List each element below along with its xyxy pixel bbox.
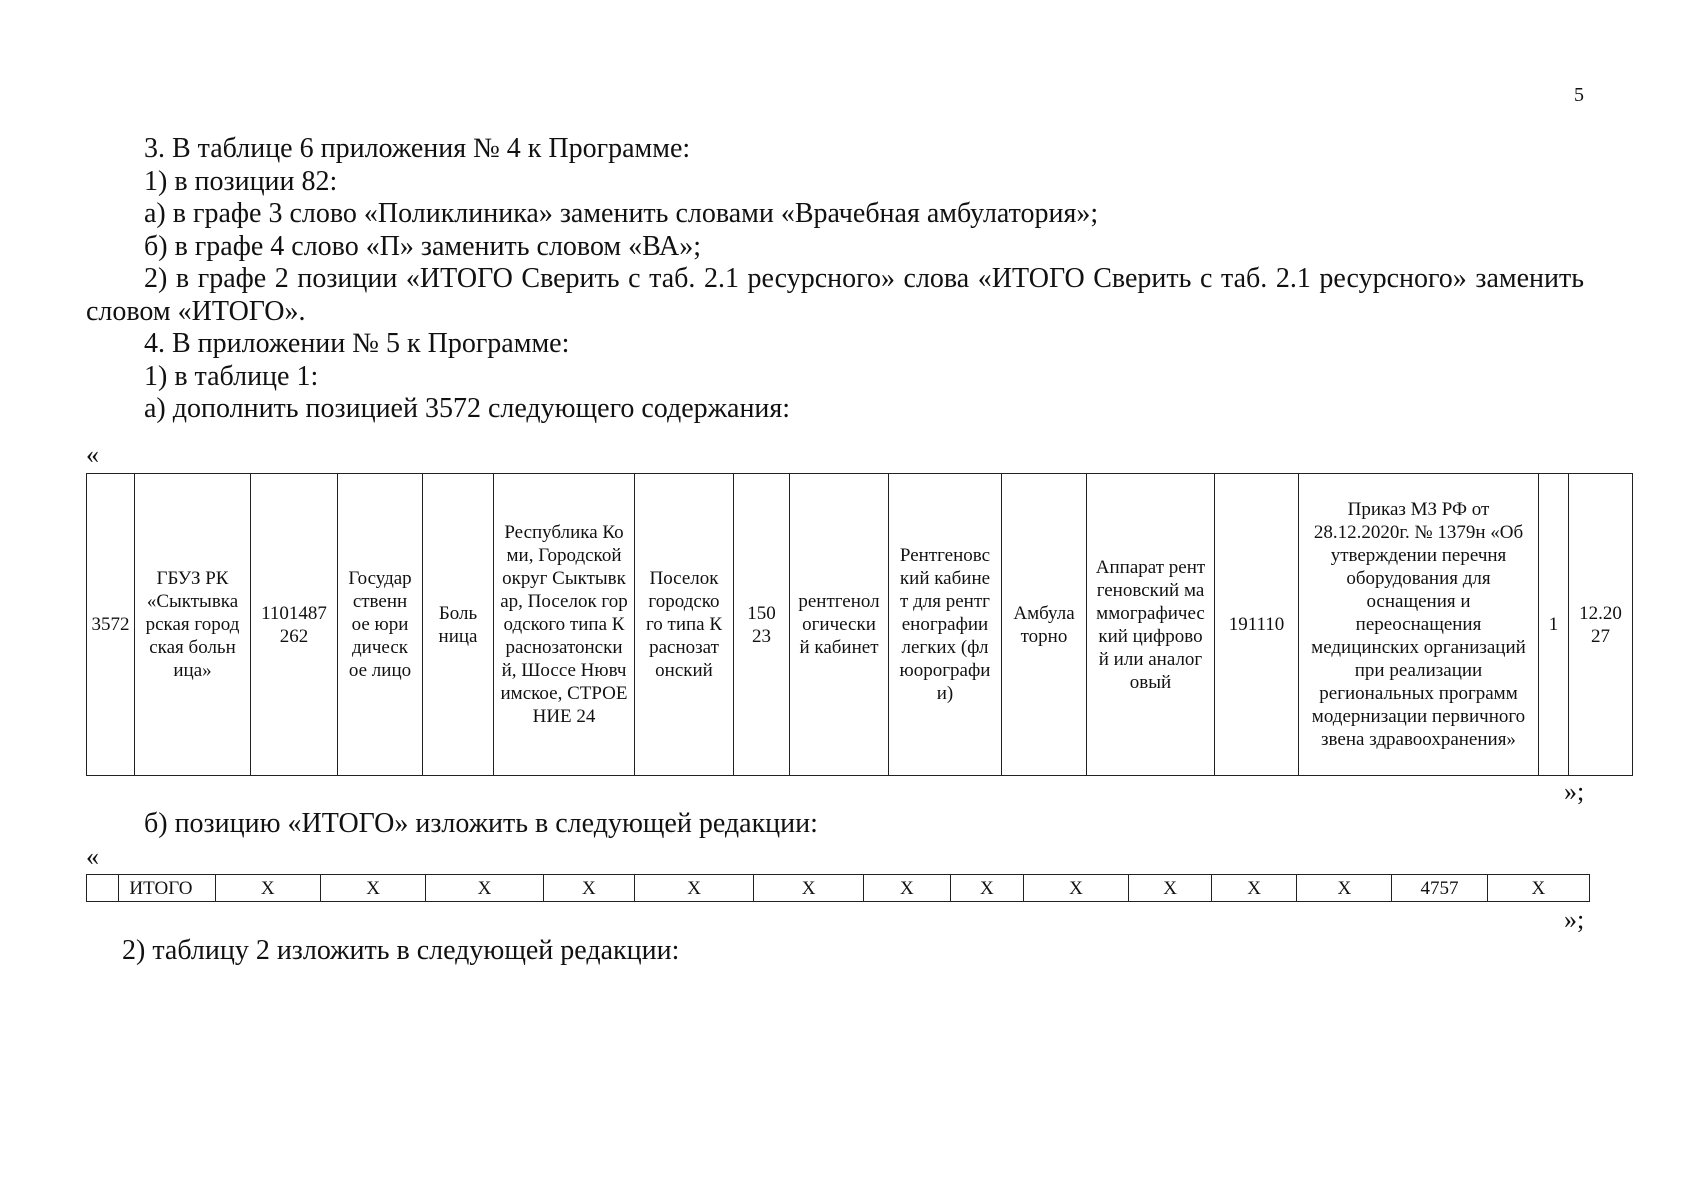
- text-line-2: 2) таблицу 2 изложить в следующей редакции:: [122, 935, 680, 966]
- open-quote-1: «: [86, 440, 99, 469]
- total-cell-12: Х: [1129, 875, 1212, 902]
- organization-cell: ГБУЗ РК «Сыктывкарская городская больница»: [135, 474, 251, 776]
- total-cell-10: Х: [950, 875, 1023, 902]
- page-number: 5: [1574, 84, 1584, 106]
- total-table: [86, 874, 1590, 902]
- equipment-cell: Аппарат рентгеновский маммографический цифровой или аналоговый: [1087, 474, 1215, 776]
- quantity-cell: 1: [1539, 474, 1569, 776]
- legal-form-cell: Государственное юридическое лицо: [338, 474, 423, 776]
- close-quote-1: »;: [1564, 777, 1585, 806]
- facility-type-cell: Больница: [423, 474, 494, 776]
- close-quote-2: »;: [1564, 905, 1585, 934]
- total-value-cell: 4757: [1392, 875, 1487, 902]
- table-row: [87, 474, 1633, 776]
- position-number-cell: 3572: [87, 474, 135, 776]
- total-cell-8: Х: [754, 875, 863, 902]
- care-mode-cell: Амбулаторно: [1002, 474, 1087, 776]
- inn-cell: 1101487262: [251, 474, 338, 776]
- total-cell-5: Х: [426, 875, 543, 902]
- equipment-code-cell: 191110: [1215, 474, 1299, 776]
- total-cell-1: [87, 875, 119, 902]
- department-cell: рентгенологический кабинет: [790, 474, 889, 776]
- intro-line-9: а) дополнить позицией 3572 следующего содержания:: [144, 393, 791, 424]
- intro-line-2: 1) в позиции 82:: [144, 166, 338, 197]
- text-line-b: б) позицию «ИТОГО» изложить в следующей редакции:: [144, 808, 818, 839]
- room-cell: Рентгеновский кабинет для рентгенографии легких (флюорографии): [889, 474, 1002, 776]
- total-label-cell: ИТОГО: [119, 875, 215, 902]
- total-cell-4: Х: [320, 875, 425, 902]
- total-cell-7: Х: [634, 875, 754, 902]
- total-cell-13: Х: [1212, 875, 1297, 902]
- address-cell: Республика Коми, Городской округ Сыктывкар, Поселок городского типа Краснозатонский, Шоссе Нювчимское, СТРОЕНИЕ 24: [494, 474, 635, 776]
- intro-line-8: 1) в таблице 1:: [144, 361, 319, 392]
- total-cell-14: Х: [1297, 875, 1392, 902]
- position-table: [86, 473, 1633, 776]
- intro-line-7: 4. В приложении № 5 к Программе:: [144, 328, 570, 359]
- total-cell-9: Х: [863, 875, 950, 902]
- total-cell-11: Х: [1023, 875, 1128, 902]
- total-cell-16: Х: [1487, 875, 1589, 902]
- intro-line-4: б) в графе 4 слово «П» заменить словом «ВА»;: [144, 231, 702, 262]
- locality-cell: Поселок городского типа Краснозатонский: [635, 474, 734, 776]
- code-cell: 15023: [734, 474, 790, 776]
- total-cell-3: Х: [215, 875, 320, 902]
- intro-line-6: словом «ИТОГО».: [86, 296, 306, 327]
- table-row: [87, 875, 1590, 902]
- open-quote-2: «: [86, 842, 99, 871]
- intro-line-5: 2) в графе 2 позиции «ИТОГО Сверить с таб. 2.1 ресурсного» слова «ИТОГО Сверить с таб. 2.1 ресурсного» заменить: [144, 263, 1584, 294]
- intro-line-3: а) в графе 3 слово «Поликлиника» заменить словами «Врачебная амбулатория»;: [144, 198, 1099, 229]
- date-cell: 12.2027: [1569, 474, 1633, 776]
- intro-line-1: 3. В таблице 6 приложения № 4 к Программе:: [144, 133, 691, 164]
- order-cell: Приказ МЗ РФ от 28.12.2020г. № 1379н «Об утверждении перечня оборудования для оснащения и переоснащения медицинских организаций при реализации региональных программ модернизации первичного звена здравоохранения»: [1299, 474, 1539, 776]
- total-cell-6: Х: [543, 875, 634, 902]
